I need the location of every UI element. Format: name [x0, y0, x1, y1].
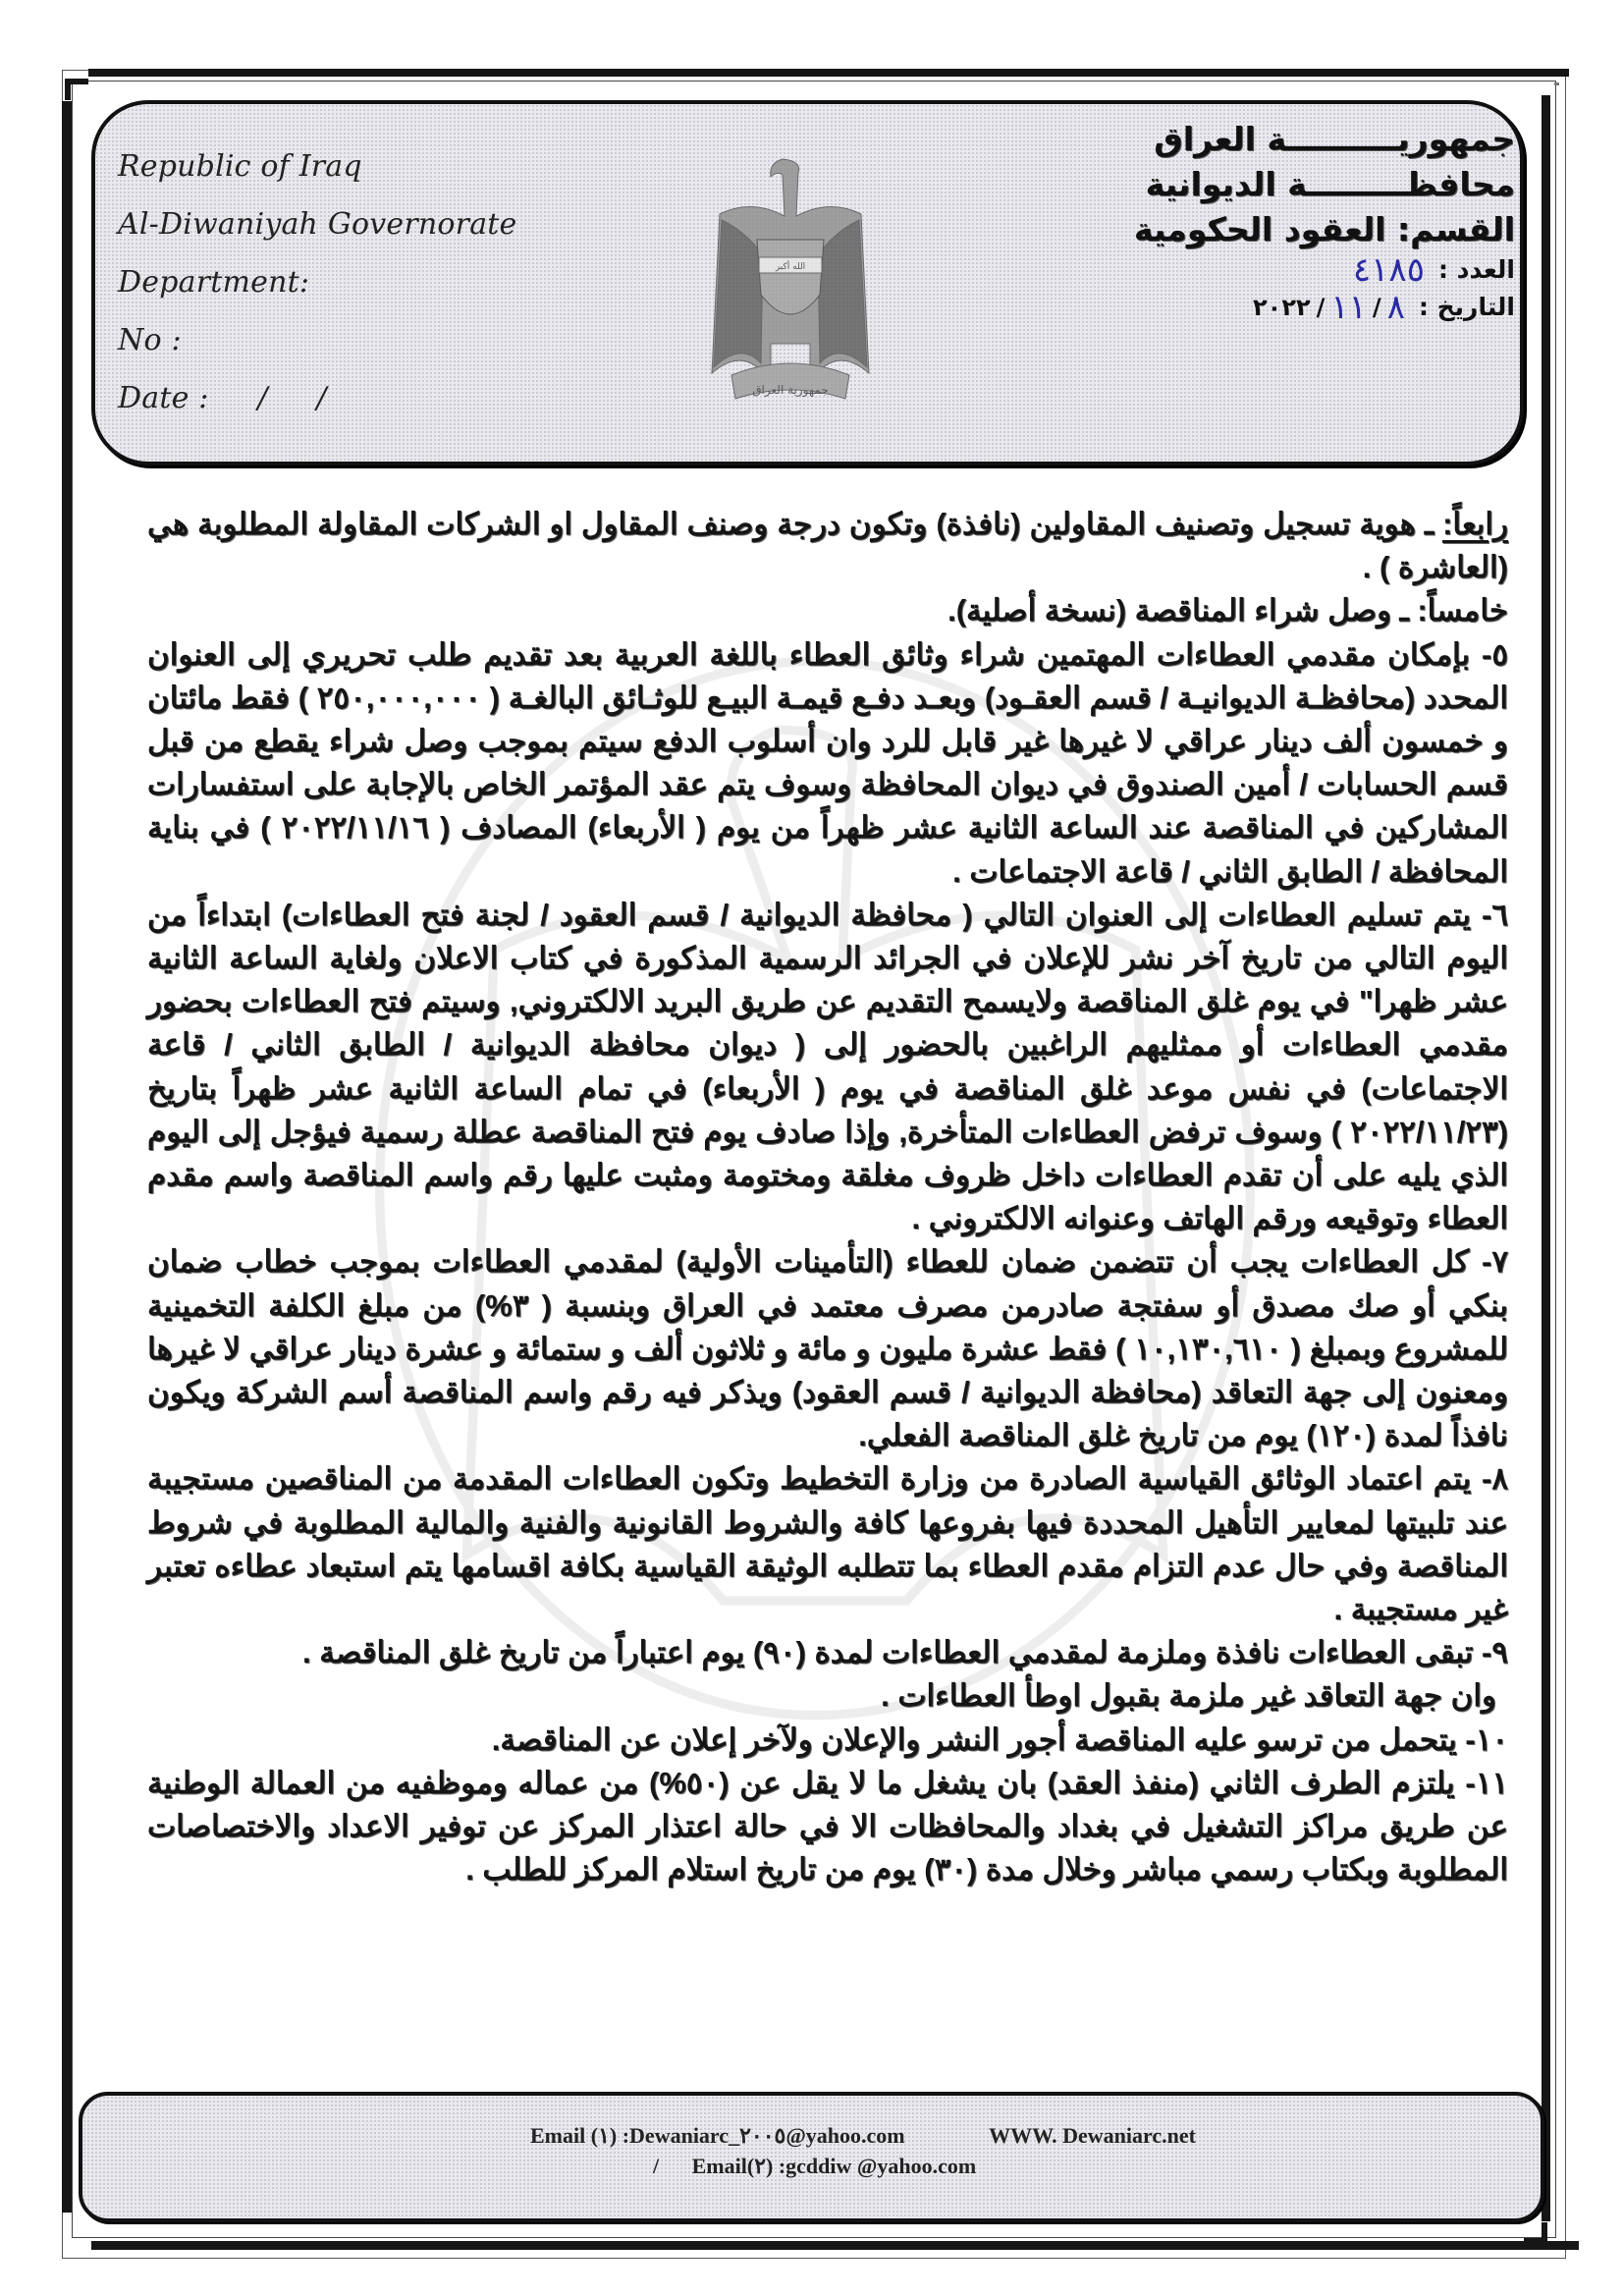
governorate-en: Al-Diwaniyah Governorate: [118, 207, 517, 242]
item-6: ٦- يتم تسليم العطاءات إلى العنوان التالي ( محافظة الديوانية / قسم العقود / لجنة فتح العطاءات) ابتداءاً من اليوم التالي من تاريخ آخر نشر للإعلان في الجرائد الرسمية المذكورة في كتاب الاعلان ولغاية الساعة الثانية عشر ظهرا" في يوم غلق المناقصة ولايسمح التقديم عن طريق البريد الالكتروني, وسيتم فتح العطاءات بحضور مقدمي العطاءات أو ممثليهم الراغبين بالحضور إلى ( ديوان محافظة الديوانية / الطابق الثاني / قاعة الاجتماعات) في نفس موعد غلق المناقصة في يوم ( الأربعاء) في تمام الساعة الثانية عشر ظهراً بتاريخ (٢٠٢٢/١١/٢٣ ) وسوف ترفض العطاءات المتأخرة, وإذا صادف يوم فتح المناقصة عطلة رسمية فيؤجل إلى اليوم الذي يليه على أن تقدم العطاءات داخل ظروف مغلقة ومختومة ومثبت عليها رقم واسم المناقصة واسم مقدم العطاء وتوقيعه ورقم الهاتف وعنوانه الالكتروني .: [147, 897, 1509, 1236]
item-9-line-2: وان جهة التعاقد غير ملزمة بقبول اوطأ العطاءات .: [881, 1678, 1496, 1714]
item-7: ٧- كل العطاءات يجب أن تتضمن ضمان للعطاء (التأمينات الأولية) لمقدمي العطاءات بموجب خطاب ضمان بنكي أو صك مصدق أو سفتجة صادرمن مصرف معتمد في العراق وبنسبة ( ٣%) من مبلغ الكلفة التخمينية للمشروع وبمبلغ ( ١٠,١٣٠,٦١٠ ) فقط عشرة مليون و مائة و ثلاثون ألف و ستمائة و عشرة دينار عراقي لا غيرها ومعنون إلى جهة التعاقد (محافظة الديوانية / قسم العقود) ويذكر فيه رقم واسم المناقصة أسم الشركة ويكون نافذاً لمدة (١٢٠) يوم من تاريخ غلق المناقصة الفعلي.: [147, 1244, 1509, 1453]
clause-fourth: رابعاً: ـ هوية تسجيل وتصنيف المقاولين (نافذة) وتكون درجة وصنف المقاول او الشركات المقاولة المطلوبة هي (العاشرة ) .: [147, 507, 1508, 585]
page-border-left: [62, 101, 72, 2213]
border-corner-bottom-right: [1524, 2222, 1547, 2244]
tender-conditions-body: [147, 503, 1508, 1892]
document-date-value: [1253, 288, 1405, 327]
date-sep: /: [1316, 294, 1325, 321]
footer-contact-line-1: [530, 2123, 1196, 2149]
emblem-shield-text: الله أكبر: [775, 262, 806, 272]
date-day: ٨: [1386, 288, 1405, 327]
letterhead-arabic: [1103, 116, 1515, 326]
document-number-value: ٤١٨٥: [1352, 250, 1425, 290]
clause-fifth: خامساً: ـ وصل شراء المناقصة (نسخة أصلية).: [947, 593, 1508, 629]
footer-email-1[interactable]: Email (١) :Dewaniarc_٢٠٠٥@yahoo.com: [530, 2123, 905, 2148]
document-date-row: [1103, 289, 1515, 326]
page-border-bottom: [91, 2241, 1579, 2250]
item-11: ١١- يلتزم الطرف الثاني (منفذ العقد) بان يشغل ما لا يقل عن (٥٠%) من عماله وموظفيه من العمالة الوطنية عن طريق مراكز التشغيل في بغداد والمحافظات الا في حالة اعتذار المركز عن توفير الاعداد والاختصاصات المطلوبة وبكتاب رسمي مباشر وخلال مدة (٣٠) يوم من تاريخ استلام المركز للطلب .: [147, 1765, 1508, 1887]
date-month: ١١: [1330, 288, 1367, 327]
footer-email-2[interactable]: Email(٢) :gcddiw @yahoo.com: [691, 2154, 977, 2178]
document-number-row: [1103, 251, 1515, 289]
department-ar: القسم: العقود الحكومية: [1133, 210, 1515, 248]
governorate-ar: محافظـــــــــة الديوانية: [1145, 165, 1515, 203]
department-label-en: Department:: [118, 265, 310, 300]
footer-separator: /: [653, 2154, 660, 2178]
item-9-line-1: ٩- تبقى العطاءات نافذة وملزمة لمقدمي العطاءات لمدة (٩٠) يوم اعتباراً من تاريخ غلق المناقصة .: [302, 1635, 1508, 1670]
date-row-en: [118, 379, 530, 437]
letterhead-english: [118, 147, 530, 437]
item-5: ٥- بإمكان مقدمي العطاءات المهتمين شراء وثائق العطاء باللغة العربية بعد تقديم طلب تحريري إلى العنوان المحدد (محافظـة الديوانيـة / قسم العقـود) وبعـد دفـع قيمـة البيـع للوثـائق البالغـة ( ٢٥٠,٠٠٠,٠٠٠ ) فقط مائتان و خمسون ألف دينار عراقي لا غيرها غير قابل للرد وان أسلوب الدفع سيتم بموجب وصل شراء يقطع من قبل قسم الحسابات / أمين الصندوق في ديوان المحافظة وسوف يتم عقد المؤتمر الخاص بالإجابة على استفسارات المشاركين في المناقصة عند الساعة الثانية عشر ظهراً من يوم ( الأربعاء) المصادف ( ٢٠٢٢/١١/١٦ ) في بناية المحافظة / الطابق الثاني / قاعة الاجتماعات .: [147, 636, 1509, 889]
document-date-label: التاريخ :: [1418, 293, 1515, 321]
country-ar: جمهوريــــــــــة العراق: [1154, 120, 1515, 158]
footer-contact-line-2: [653, 2154, 976, 2179]
date-year: ٢٠٢٢: [1253, 294, 1311, 321]
document-number-label: العدد :: [1437, 255, 1515, 284]
page-border-top: [88, 69, 1569, 77]
footer-website[interactable]: WWW. Dewaniarc.net: [989, 2123, 1196, 2148]
date-slash: /: [316, 381, 327, 415]
coat-of-arms-eagle-icon: [692, 147, 889, 417]
item-10: ١٠- يتحمل من ترسو عليه المناقصة أجور النشر والإعلان ولآخر إعلان عن المناقصة.: [491, 1722, 1508, 1757]
country-en: Republic of Iraq: [118, 149, 362, 184]
item-8: ٨- يتم اعتماد الوثائق القياسية الصادرة من وزارة التخطيط وتكون العطاءات المقدمة من المناقصين مستجيبة عند تلبيتها لمعايير التأهيل المحددة فيها بفروعها كافة والشروط القانونية والفنية والمالية المطلوبة في شروط المناقصة وفي حال عدم التزام مقدم العطاء بما تتطلبه الوثيقة القياسية بكافة اقسامها يتم استبعاد عطاءه تعتبر غير مستجيبة .: [147, 1461, 1508, 1627]
clause-fifth-label: خامساً:: [1417, 593, 1508, 629]
border-corner-top-left: [65, 79, 88, 100]
scan-speck: [1554, 82, 1559, 85]
date-sep: /: [1372, 294, 1381, 321]
page-border-right: [1542, 95, 1550, 2221]
date-label-en: Date :: [118, 381, 209, 415]
date-slash: /: [257, 381, 268, 415]
clause-fourth-label: رابعاً:: [1442, 507, 1508, 541]
emblem-banner-text: جمهورية العراق: [752, 383, 829, 397]
number-label-en: No :: [118, 323, 182, 357]
